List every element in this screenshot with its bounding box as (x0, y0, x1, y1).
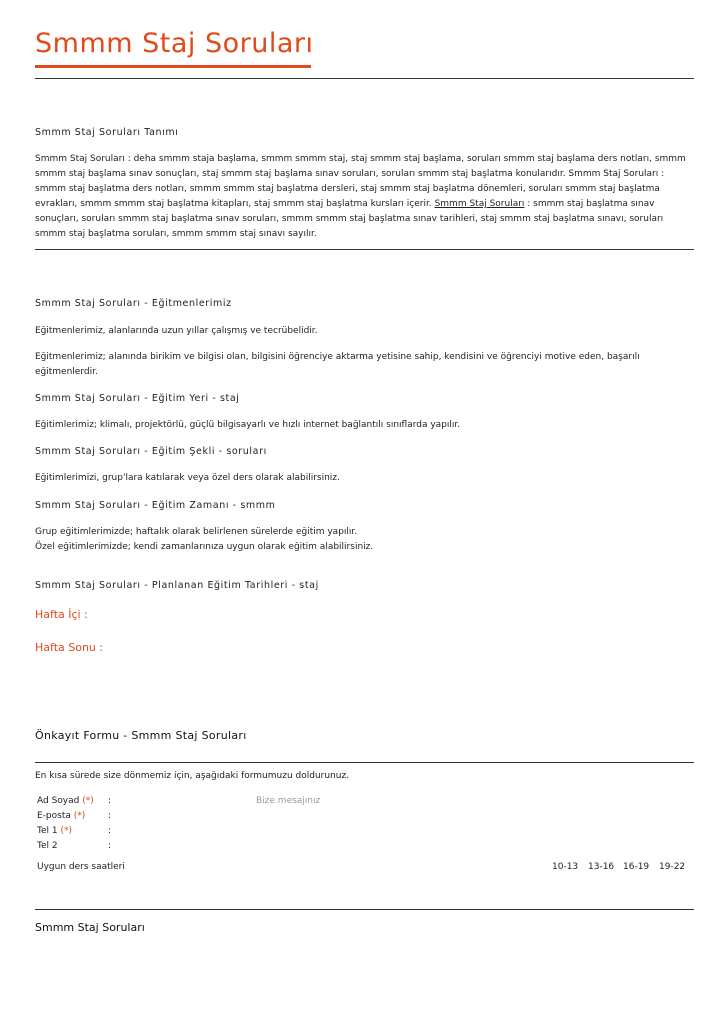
definition-text-before: Smmm Staj Soruları : deha smmm staja başlama, smmm smmm staj, staj smmm staj başlama, soruları smmm staj başlama ders notları, smmm smmm staj başlama sınav sonuçları, staj smmm staj başlama sınav soruları, soruları smmm staj başlatma konularıdır. Smmm Staj Soruları : smmm staj başlatma ders notları, smmm smmm staj başlatma dersleri, staj smmm staj başlatma dönemleri, soruları smmm staj başlatma evrakları, smmm smmm staj başlatma kitapları, staj smmm staj başlatma kursları içerir. (35, 154, 686, 209)
divider (35, 909, 694, 910)
divider (35, 78, 694, 79)
divider (35, 762, 694, 763)
hour-option[interactable]: 16-19 (623, 862, 650, 872)
weekend-label: Hafta Sonu : (35, 641, 104, 654)
time-heading: Smmm Staj Soruları - Eğitim Zamanı - smmm (35, 500, 276, 511)
tel2-label: Tel 2 (37, 841, 58, 851)
format-paragraph: Eğitimlerimizi, grup'lara katılarak veya özel ders olarak alabilirsiniz. (35, 473, 340, 483)
required-mark: (*) (60, 826, 72, 836)
instructors-heading: Smmm Staj Soruları - Eğitmenlerimiz (35, 298, 232, 309)
name-label: Ad Soyad (*) (37, 796, 94, 806)
divider (35, 249, 694, 250)
time-line-2: Özel eğitimlerimizde; kendi zamanlarınıza uygun olarak eğitim alabilirsiniz. (35, 542, 374, 552)
definition-link[interactable]: Smmm Staj Soruları (434, 199, 525, 209)
hour-option[interactable]: 19-22 (659, 862, 686, 872)
required-mark: (*) (73, 811, 86, 821)
hour-option[interactable]: 10-13 (552, 862, 579, 872)
footer-text: Smmm Staj Soruları (35, 921, 145, 934)
colon: : (108, 796, 112, 806)
time-line-1: Grup eğitimlerimizde; haftalık olarak belirlenen sürelerde eğitim yapılır. (35, 527, 358, 537)
definition-paragraph (35, 152, 694, 242)
hours-label: Uygun ders saatleri (37, 862, 125, 872)
hour-option[interactable]: 13-16 (588, 862, 615, 872)
page-title: Smmm Staj Soruları (35, 28, 314, 59)
colon: : (108, 841, 112, 851)
definition-text-after: : smmm staj başlatma sınav sonuçları, soruları smmm staj başlatma sınav soruları, smmm smmm staj başlatma sınav tarihleri, staj smmm staj başlatma sınavı, soruları smmm staj başlatma soruları, smmm smmm staj sınavı sayılır. (35, 199, 664, 239)
instructors-paragraph-2: Eğitmenlerimiz; alanında birikim ve bilgisi olan, bilgisini öğrenciye aktarma yetisine sahip, kendisini ve öğrenciyi motive eden, başarılı eğitmenlerdir. (35, 352, 640, 377)
colon: : (108, 811, 112, 821)
message-field[interactable]: Bize mesajınız (256, 796, 321, 806)
format-heading: Smmm Staj Soruları - Eğitim Şekli - soruları (35, 446, 267, 457)
tel1-label: Tel 1 (*) (37, 826, 72, 836)
title-underline (35, 65, 311, 68)
form-heading: Önkayıt Formu - Smmm Staj Soruları (35, 729, 247, 742)
place-heading: Smmm Staj Soruları - Eğitim Yeri - staj (35, 393, 240, 404)
definition-heading: Smmm Staj Soruları Tanımı (35, 127, 179, 138)
required-mark: (*) (82, 796, 94, 806)
weekday-label: Hafta İçi : (35, 608, 88, 621)
schedule-heading: Smmm Staj Soruları - Planlanan Eğitim Tarihleri - staj (35, 580, 319, 591)
email-label: E-posta (*) (37, 811, 86, 821)
form-intro: En kısa sürede size dönmemiz için, aşağıdaki formumuzu doldurunuz. (35, 771, 350, 781)
instructors-paragraph-1: Eğitmenlerimiz, alanlarında uzun yıllar çalışmış ve tecrübelidir. (35, 326, 318, 336)
place-paragraph: Eğitimlerimiz; klimalı, projektörlü, güçlü bilgisayarlı ve hızlı internet bağlantılı sınıflarda yapılır. (35, 420, 461, 430)
colon: : (108, 826, 112, 836)
